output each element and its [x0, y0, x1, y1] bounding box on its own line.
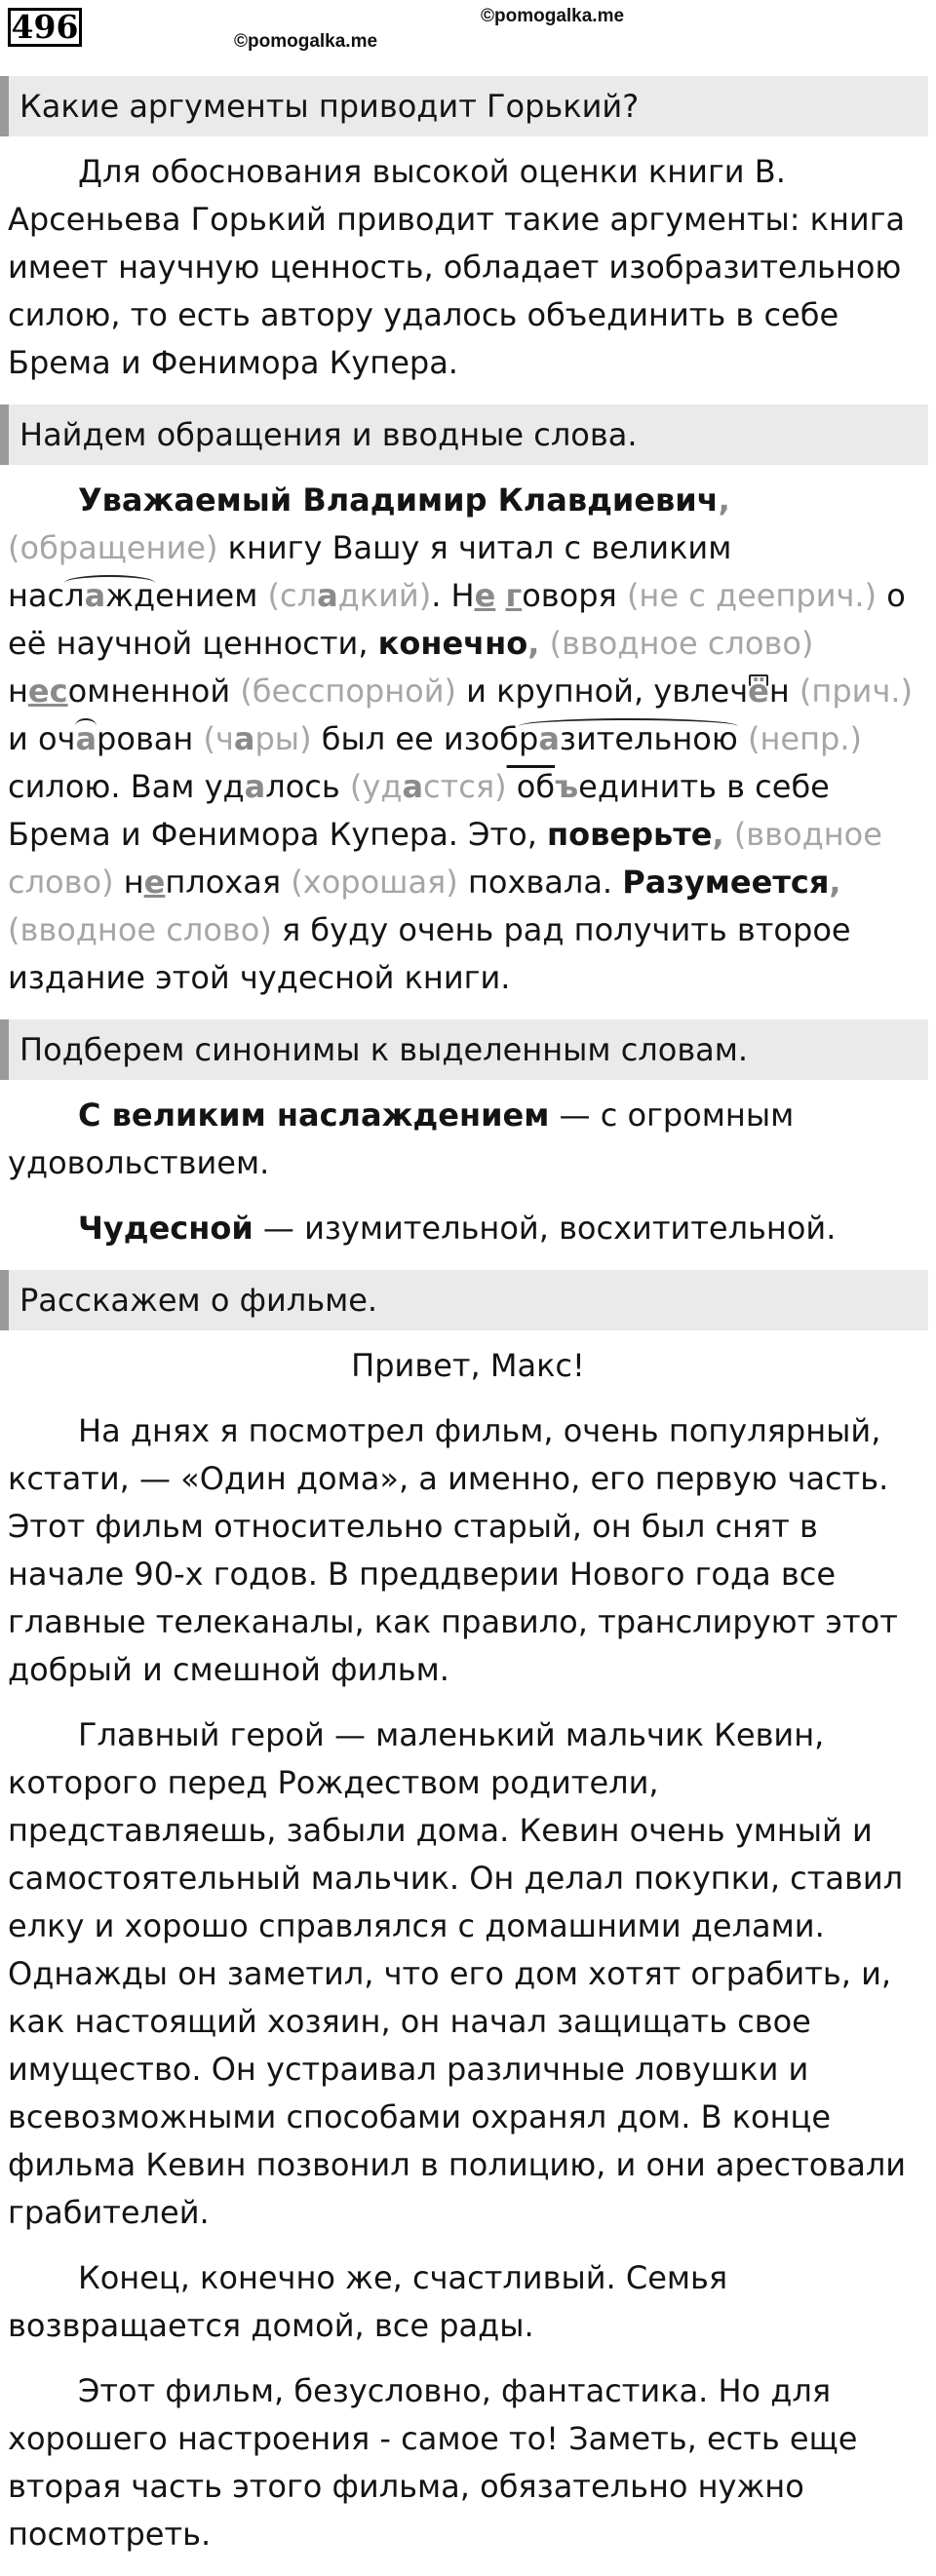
root-part: жд — [105, 577, 156, 614]
note-check-word: (ч — [193, 720, 234, 757]
question-1-title: Какие аргументы приводит Горький? — [0, 76, 928, 136]
word-part: н — [113, 864, 144, 901]
note-check-word: ры) — [254, 720, 312, 757]
story-paragraph-4: Этот фильм, безусловно, фантастика. Но для хорошего настроения - самое то! Заметь, есть еще вторая часть этого фильма, обязательно нужно посмотреть. — [8, 2372, 858, 2553]
note-address: (обращение) — [8, 529, 218, 566]
vowel-mark: а — [244, 768, 266, 805]
question-1-answer: Для обоснования высокой оценки книги В. Арсеньева Горький приводит такие аргументы: книга имеет научную ценность, обладает изобразительною силою, то есть автору удалось объединить в себе Брема и Фенимора Купера. — [8, 153, 906, 381]
note-intro: (вводное слово) — [8, 911, 272, 948]
synonym-definition: — изумительной, восхитительной. — [253, 1210, 837, 1247]
note-unverifiable: (непр.) — [737, 720, 862, 757]
note-check-word: (сл — [257, 577, 318, 614]
space — [495, 577, 505, 614]
prefix-mark: ес — [27, 673, 68, 710]
letter-mark: г — [505, 577, 523, 614]
root-mark — [519, 720, 738, 757]
vowel-mark: а — [75, 720, 98, 757]
text-run: и оч — [8, 720, 76, 757]
vowel-mark: а — [317, 577, 338, 614]
note-check-word: стся) — [423, 768, 507, 805]
question-2-title: Найдем обращения и вводные слова. — [0, 404, 928, 465]
intro-word: поверьте — [547, 816, 713, 853]
synonym-line-2 — [0, 1205, 928, 1252]
synonym-line-1 — [0, 1092, 928, 1187]
root-mark — [64, 577, 155, 614]
prefix-mark: об — [506, 768, 556, 805]
suffix-mark: ё — [748, 673, 769, 710]
document-body — [0, 76, 928, 2576]
text-run: и крупной, увлеч — [456, 673, 749, 710]
note-intro: (вводное слово) — [8, 816, 882, 901]
task-number: 496 — [8, 8, 82, 47]
note-check-word: дкий) — [337, 577, 432, 614]
text-run: был ее изоб — [311, 720, 520, 757]
word-part: рован — [97, 720, 194, 757]
address-phrase: Уважаемый Владимир Клавдиевич — [78, 481, 719, 519]
text-run: я буду очень рад получить второе издание этой чудесной книги. — [8, 911, 851, 996]
prefix-mark: е — [143, 864, 166, 901]
comma-mark: , — [527, 625, 540, 662]
story-paragraph-3: Конец, конечно же, счастливый. Семья возвращается домой, все рады. — [8, 2259, 728, 2344]
particle-mark: е — [474, 577, 496, 614]
vowel-mark: а — [84, 577, 106, 614]
root-part: р — [519, 720, 539, 757]
note-synonym: (бесспорной) — [230, 673, 456, 710]
root-part: зительною — [559, 720, 738, 757]
letter-greeting: Привет, Макс! — [351, 1347, 585, 1384]
synonym-term: Чудесной — [78, 1210, 254, 1247]
story-paragraph-1: На днях я посмотрел фильм, очень популярный, кстати, — «Один дома», а именно, его первую часть. Этот фильм относительно старый, он был снят в начале 90-х годов. В преддверии Нового года все главные телеканалы, как правило, транслируют этот добрый и смешной фильм. — [8, 1412, 898, 1688]
vowel-mark: а — [402, 768, 424, 805]
note-check-word: (уд — [339, 768, 403, 805]
word-part: лось — [265, 768, 340, 805]
word-part: плохая — [165, 864, 282, 901]
vowel-mark: а — [538, 720, 560, 757]
synonym-definition: — с огромным удовольствием. — [8, 1096, 795, 1181]
text-run: книгу Вашу я читал с великим — [217, 529, 732, 566]
root-part: л — [64, 577, 85, 614]
word-part: оворя — [522, 577, 617, 614]
word-part: нас — [8, 577, 65, 614]
comma-mark: , — [718, 481, 730, 519]
letter-paragraph — [0, 477, 928, 1002]
note-intro: (вводное слово) — [539, 625, 814, 662]
watermark-left: ©pomogalka.me — [234, 31, 378, 52]
note-gerund: (не с дееприч.) — [616, 577, 878, 614]
note-participle: (прич.) — [789, 673, 913, 710]
text-run: похвала. — [457, 864, 623, 901]
intro-word: Разумеется — [622, 864, 830, 901]
hard-sign-mark: ъ — [555, 768, 579, 805]
story-paragraph-2: Главный герой — маленький мальчик Кевин, которого перед Рождеством родители, представляешь, забыли дома. Кевин очень умный и самостоятельный мальчик. Он делал покупки, ставил елку и хорошо справлялся с домашними делами. Однажды он заметил, что его дом хотят ограбить, и, как настоящий хозяин, он начал защищать свое имущество. Он устраивал различные ловушки и всевозможными способами охранял дом. В конце фильма Кевин позвонил в полицию, и они арестовали грабителей. — [8, 1716, 907, 2231]
text-run: единить в себе Брема и Фенимора Купера. Это, — [8, 768, 830, 853]
text-run: о её научной ценности, — [8, 577, 906, 662]
comma-mark: , — [829, 864, 841, 901]
intro-word: конечно — [377, 625, 528, 662]
word-part: н — [768, 673, 790, 710]
text-run: . Н — [431, 577, 475, 614]
note-synonym: (хорошая) — [281, 864, 458, 901]
question-4-title: Расскажем о фильме. — [0, 1270, 928, 1330]
vowel-mark: а — [233, 720, 255, 757]
text-run: силою. Вам уд — [8, 768, 245, 805]
word-part: омненной — [67, 673, 231, 710]
word-part: ением — [155, 577, 258, 614]
word-part: н — [8, 673, 28, 710]
comma-mark: , — [712, 816, 724, 853]
synonym-term: С великим наслаждением — [78, 1096, 550, 1134]
question-3-title: Подберем синонимы к выделенным словам. — [0, 1019, 928, 1080]
watermark-top: ©pomogalka.me — [481, 6, 625, 26]
